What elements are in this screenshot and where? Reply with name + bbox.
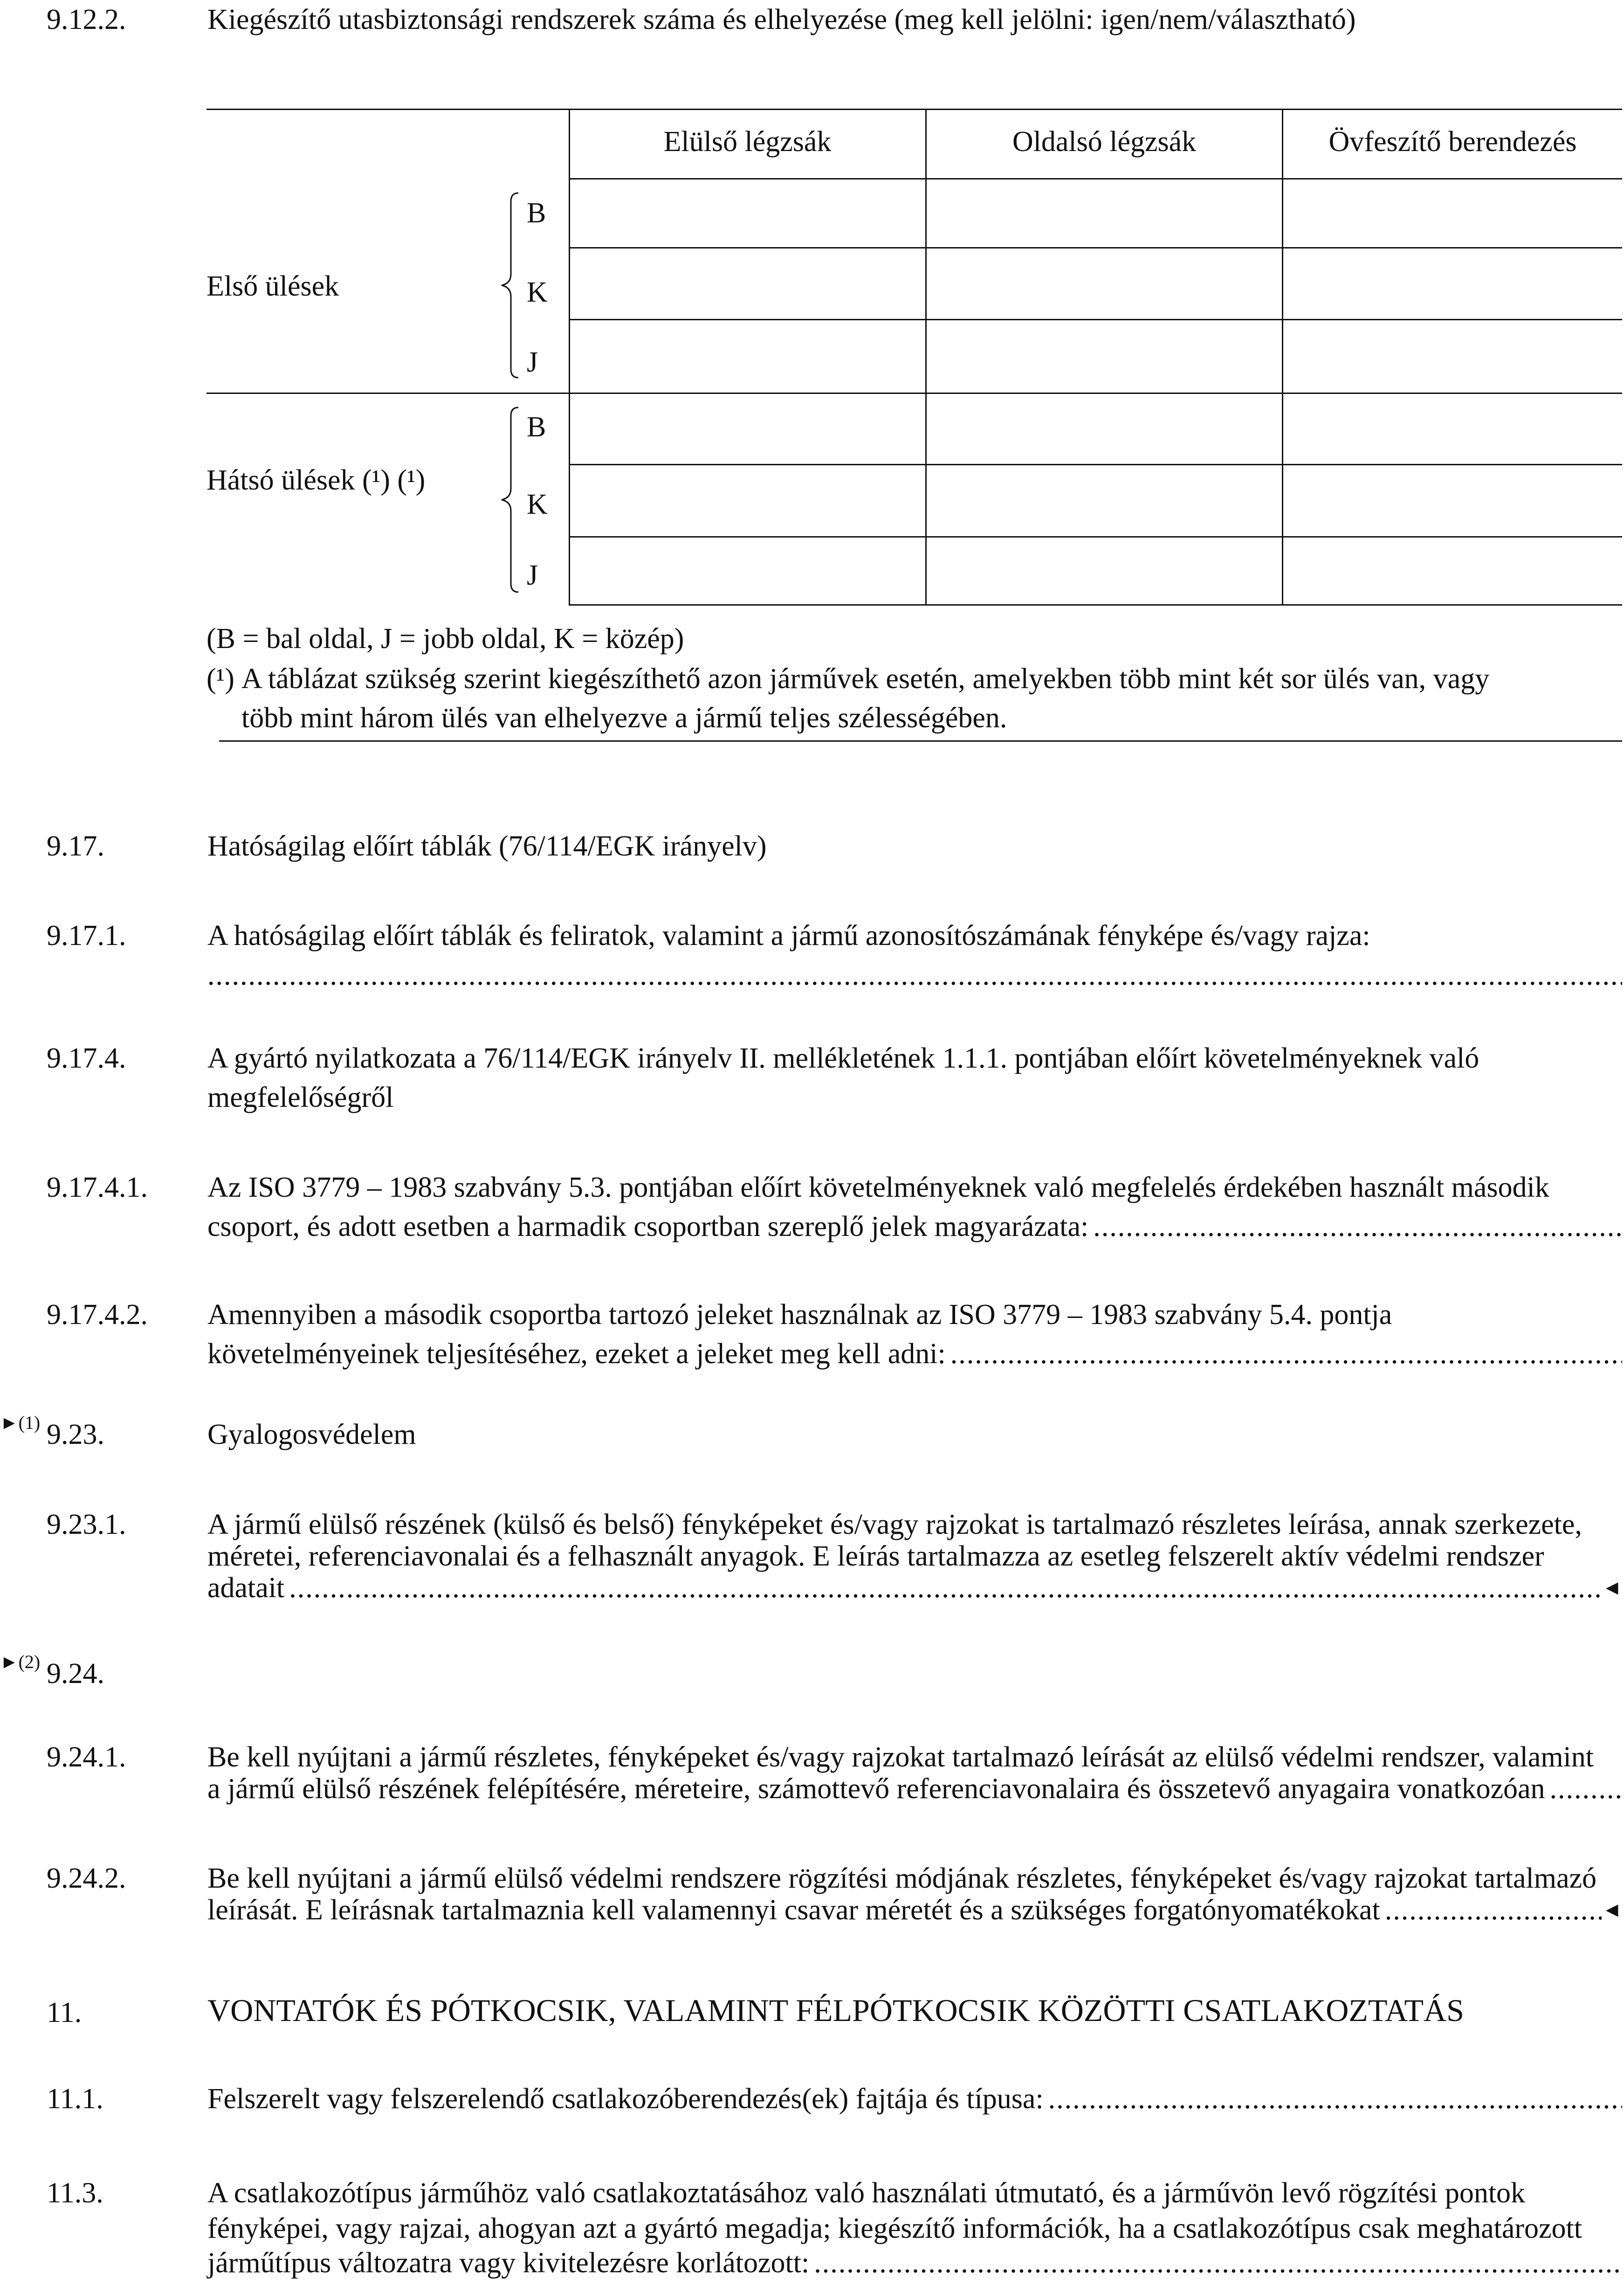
amendment-marker: ►(1) <box>0 1412 41 1433</box>
section-text-line-1: Amennyiben a második csoportba tartozó jeleket használnak az ISO 3779 – 1983 szabvány 5.4. pontja <box>207 1299 1392 1331</box>
section-number: 9.24.2. <box>47 1862 126 1894</box>
section-text-line-3: adatait <box>207 1572 285 1604</box>
section-text-line-1: A jármű elülső részének (külső és belső) fényképeket és/vagy rajzokat is tartalmazó részletes leírása, annak szerkezete, <box>207 1509 1582 1540</box>
fill-in-line[interactable] <box>207 1568 1622 1607</box>
column-header-front-airbag: Elülső légzsák <box>663 126 832 158</box>
fill-in-line[interactable] <box>207 956 1622 995</box>
section-text-line-2: méretei, referenciavonalai és a felhasznált anyagok. E leírás tartalmazza az esetleg felszerelt aktív védelmi rendszer <box>207 1540 1544 1572</box>
amendment-end-marker: ◄ <box>1602 1576 1622 1599</box>
section-number: 9.17. <box>47 830 104 862</box>
section-heading: Gyalogosvédelem <box>207 1419 416 1450</box>
front-seats-brace <box>498 191 521 380</box>
section-number: 9.17.1. <box>47 920 126 952</box>
fill-in-line[interactable] <box>207 1334 1622 1373</box>
section-number: 9.17.4.1. <box>47 1172 148 1203</box>
table-legend: (B = bal oldal, J = jobb oldal, K = közép) <box>206 623 684 655</box>
chapter-heading: VONTATÓK ÉS PÓTKOCSIK, VALAMINT FÉLPÓTKOCSIK KÖZÖTTI CSATLAKOZTATÁS <box>207 1993 1464 2028</box>
section-number: 9.23. <box>47 1419 104 1450</box>
rear-seat-right: J <box>527 559 538 591</box>
section-text-line-2: megfelelőségről <box>207 1082 394 1113</box>
section-number: 11. <box>47 1997 82 2028</box>
section-text: Felszerelt vagy felszerelendő csatlakozóberendezés(ek) fajtája és típusa: <box>207 2083 1044 2115</box>
footnote-mark: (¹) <box>206 663 234 695</box>
section-number: 9.12.2. <box>47 4 126 35</box>
section-number: 9.17.4. <box>47 1042 126 1074</box>
fill-in-line[interactable] <box>207 1890 1622 1930</box>
footnote-line-1: A táblázat szükség szerint kiegészíthető azon járművek esetén, amelyekben több mint két sor ülés van, vagy <box>241 663 1490 695</box>
section-heading: Hatóságilag előírt táblák (76/114/EGK irányelv) <box>207 830 767 862</box>
section-text-line-2: leírását. E leírásnak tartalmaznia kell valamennyi csavar méretét és a szükséges forgatónyomatékokat <box>207 1894 1380 1926</box>
section-text-line-2: csoport, és adott esetben a harmadik csoportban szereplő jelek magyarázata: <box>207 1211 1089 1242</box>
section-text-line-1: Az ISO 3779 – 1983 szabvány 5.3. pontjában előírt követelményeknek való megfelelés érdekében használt második <box>207 1172 1549 1203</box>
section-text-line-1: Be kell nyújtani a jármű részletes, fényképeket és/vagy rajzokat tartalmazó leírását az elülső védelmi rendszer, valamint <box>207 1741 1594 1773</box>
section-text-line-3: járműtípus változatra vagy kivitelezésre korlátozott: <box>207 2247 810 2279</box>
section-number: 9.24.1. <box>47 1741 126 1773</box>
front-seat-right: J <box>527 346 538 378</box>
fill-in-line[interactable] <box>207 1769 1622 1808</box>
front-seat-left: B <box>527 197 546 229</box>
section-text-line-1: A csatlakozótípus járműhöz való csatlakoztatásához való használati útmutató, és a járművön levő rögzítési pontok <box>207 2177 1526 2209</box>
amendment-marker: ►(2) <box>0 1651 41 1672</box>
rear-seat-left: B <box>527 411 546 443</box>
amendment-end-marker: ◄ <box>1602 1898 1622 1921</box>
section-number: 9.24. <box>47 1658 104 1690</box>
section-number: 9.17.4.2. <box>47 1299 148 1331</box>
rear-seats-label: Hátsó ülések (¹) (¹) <box>206 464 426 496</box>
section-number: 9.23.1. <box>47 1509 126 1540</box>
fill-in-line[interactable] <box>207 2243 1622 2283</box>
section-text-line-2: fényképei, vagy rajzai, ahogyan azt a gyártó megadja; kiegészítő információk, ha a csatlakozótípus csak meghatározott <box>207 2213 1582 2244</box>
fill-in-line[interactable] <box>207 2079 1622 2118</box>
rear-seat-center: K <box>527 489 548 520</box>
section-text-line-2: követelményeinek teljesítéséhez, ezeket a jeleket meg kell adni: <box>207 1338 946 1370</box>
rear-seats-brace <box>498 406 521 594</box>
footnote-line-2: több mint három ülés van elhelyezve a jármű teljes szélességében. <box>241 702 1007 734</box>
fill-in-line[interactable] <box>207 1207 1622 1246</box>
column-header-pretensioner: Övfeszítő berendezés <box>1328 126 1577 158</box>
section-text-line-1: A gyártó nyilatkozata a 76/114/EGK irányelv II. mellékletének 1.1.1. pontjában előírt követelményeknek való <box>207 1042 1479 1074</box>
section-text-line-1: Be kell nyújtani a jármű elülső védelmi rendszere rögzítési módjának részletes, fényképeket és/vagy rajzokat tartalmazó <box>207 1862 1596 1894</box>
front-seat-center: K <box>527 276 548 308</box>
column-header-side-airbag: Oldalsó légzsák <box>1012 126 1197 158</box>
section-text-line-2: a jármű elülső részének felépítésére, méreteire, számottevő referenciavonalaira és összetevő anyagaira vonatkozóan <box>207 1773 1545 1805</box>
section-text: A hatóságilag előírt táblák és feliratok, valamint a jármű azonosítószámának fényképe és/vagy rajza: <box>207 920 1370 952</box>
section-number: 11.1. <box>47 2083 103 2115</box>
section-number: 11.3. <box>47 2177 103 2209</box>
front-seats-label: Első ülések <box>206 270 339 302</box>
section-title: Kiegészítő utasbiztonsági rendszerek száma és elhelyezése (meg kell jelölni: igen/nem/választható) <box>207 4 1356 35</box>
